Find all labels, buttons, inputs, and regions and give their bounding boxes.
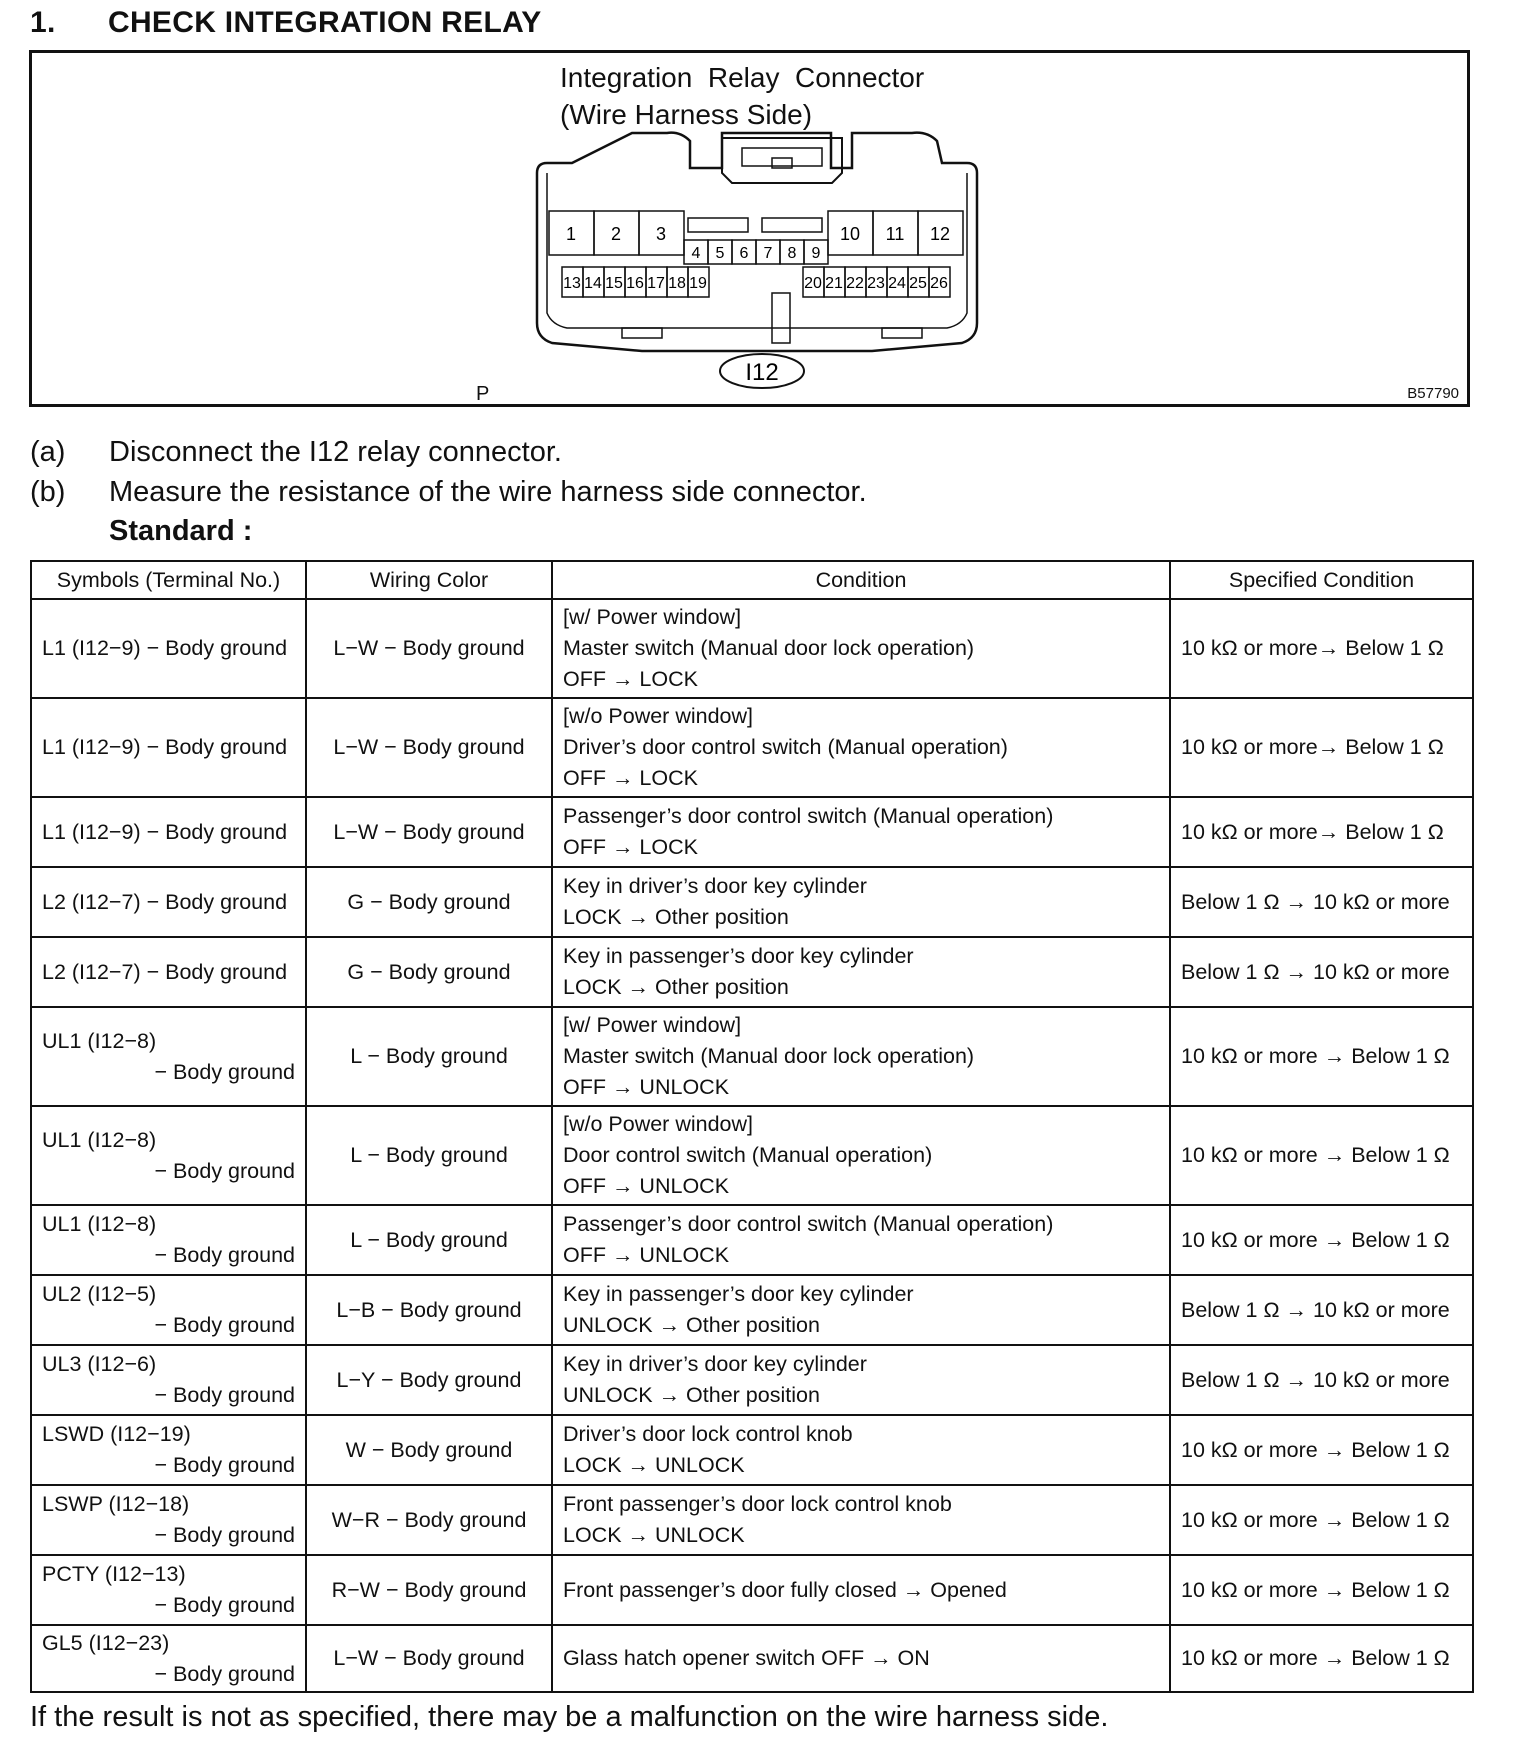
table-row [31,1555,1473,1625]
symbol-terminal: GL5 (I12−23) [42,1630,170,1655]
pin-label: 4 [691,245,701,262]
pin-label: 3 [655,224,667,244]
condition-line: OFF → LOCK [563,766,698,790]
table-header-row [31,561,1473,599]
table-row [31,1625,1473,1692]
symbol-cell [31,1007,306,1106]
section-number: 1. [30,6,56,39]
condition-line: OFF → LOCK [563,667,698,691]
spec-table [30,560,1474,1693]
specified-condition-cell: 10 kΩ or more → Below 1 Ω [1170,1106,1473,1205]
condition-line: Driver’s door lock control knob [563,1422,853,1446]
condition-line: Front passenger’s door fully closed → Opened [563,1577,1007,1602]
symbol-terminal: L1 (I12−9) − Body ground [42,636,288,660]
middle-slot-right [762,218,822,232]
symbol-cell [31,1415,306,1485]
symbol-cell [31,1275,306,1345]
condition-cell [552,1007,1170,1106]
symbol-cell [31,599,306,698]
symbol-ground: − Body ground [154,1383,295,1407]
symbol-terminal: LSWP (I12−18) [42,1492,190,1516]
pin-group-top-right [828,211,963,255]
pin-label: 22 [846,275,864,292]
symbol-cell [31,1625,306,1692]
condition-line: Master switch (Manual door lock operation) [563,1044,975,1068]
wiring-color-cell: L − Body ground [306,1106,552,1205]
specified-condition-cell: 10 kΩ or more → Below 1 Ω [1170,1205,1473,1275]
condition-line: UNLOCK → Other position [563,1383,820,1407]
symbol-ground: − Body ground [154,1243,295,1267]
pin-label: 14 [584,275,602,292]
specified-condition-cell: Below 1 Ω → 10 kΩ or more [1170,1345,1473,1415]
figure-title-line2: (Wire Harness Side) [560,99,813,130]
pin-group-bottom-right [803,267,950,297]
specified-condition-cell: 10 kΩ or more→ Below 1 Ω [1170,599,1473,698]
symbol-terminal: UL1 (I12−8) [42,1127,157,1152]
specified-condition-cell: 10 kΩ or more → Below 1 Ω [1170,1485,1473,1555]
connector-latch [722,138,842,183]
symbol-terminal: L2 (I12−7) − Body ground [42,889,288,914]
wiring-color-cell: R−W − Body ground [306,1555,552,1625]
condition-cell [552,1555,1170,1625]
symbol-ground: − Body ground [154,1313,295,1337]
pin-group-middle [684,240,828,264]
pin-label: 7 [763,245,773,262]
specified-condition-cell: Below 1 Ω → 10 kΩ or more [1170,937,1473,1007]
step-label: (a) [30,436,66,468]
symbol-terminal: PCTY (I12−13) [42,1562,186,1586]
wiring-color-cell: L − Body ground [306,1007,552,1106]
condition-line: OFF → UNLOCK [563,1075,730,1099]
specified-condition-cell: 10 kΩ or more → Below 1 Ω [1170,1007,1473,1106]
pin-label: 26 [930,275,948,292]
symbol-cell [31,698,306,797]
condition-line: OFF → UNLOCK [563,1243,730,1267]
symbol-ground: − Body ground [154,1523,295,1547]
symbol-terminal: UL1 (I12−8) [42,1212,157,1236]
condition-line: Passenger’s door control switch (Manual operation) [563,804,1054,828]
symbol-cell [31,937,306,1007]
symbol-cell [31,1205,306,1275]
specified-condition-cell: 10 kΩ or more → Below 1 Ω [1170,1555,1473,1625]
pin-label: 11 [885,224,905,244]
condition-cell [552,1485,1170,1555]
table-row [31,1345,1473,1415]
page-mark: P [476,383,490,405]
condition-line: LOCK → Other position [563,975,789,999]
condition-line: Passenger’s door control switch (Manual operation) [563,1212,1054,1236]
symbol-cell [31,1485,306,1555]
condition-line: LOCK → Other position [563,905,789,929]
condition-line: Master switch (Manual door lock operation) [563,636,975,660]
figure-title-line1: Integration Relay Connector [560,62,925,93]
condition-line: Key in passenger’s door key cylinder [563,944,914,968]
pin-label: 5 [715,245,725,262]
pin-label: 6 [739,245,749,262]
wiring-color-cell: L−B − Body ground [306,1275,552,1345]
standard-label: Standard : [109,515,253,547]
condition-cell [552,599,1170,698]
condition-cell [552,1345,1170,1415]
condition-line: Driver’s door control switch (Manual operation) [563,735,1008,759]
specified-condition-cell: 10 kΩ or more→ Below 1 Ω [1170,797,1473,867]
symbol-terminal: L1 (I12−9) − Body ground [42,819,288,844]
condition-line: UNLOCK → Other position [563,1313,820,1337]
symbol-terminal: L1 (I12−9) − Body ground [42,735,288,759]
specified-condition-cell: 10 kΩ or more → Below 1 Ω [1170,1625,1473,1692]
pin-label: 17 [647,275,665,292]
condition-cell [552,1415,1170,1485]
latch-inner [742,148,822,166]
pin-label: 18 [668,275,686,292]
connector-inner-outline [547,173,967,328]
condition-cell [552,1625,1170,1692]
specified-condition-cell: Below 1 Ω → 10 kΩ or more [1170,867,1473,937]
header-condition: Condition [552,561,1170,599]
pin-label: 16 [626,275,644,292]
middle-slot-left [688,218,748,232]
condition-line: [w/ Power window] [563,605,742,629]
step-text: Disconnect the I12 relay connector. [109,436,562,468]
pin-label: 20 [804,275,822,292]
symbol-ground: − Body ground [154,1158,295,1183]
condition-cell [552,1275,1170,1345]
pin-label: 9 [811,245,821,262]
wiring-color-cell: W−R − Body ground [306,1485,552,1555]
wiring-color-cell: L − Body ground [306,1205,552,1275]
pin-label: 15 [605,275,623,292]
pin-label: 2 [610,224,622,244]
pin-group-top-left [549,211,684,255]
condition-line: Key in driver’s door key cylinder [563,874,867,898]
footer-note: If the result is not as specified, there may be a malfunction on the wire harness side. [30,1701,1109,1733]
table-row [31,1007,1473,1106]
symbol-cell [31,797,306,867]
condition-line: [w/ Power window] [563,1013,742,1037]
symbol-terminal: UL3 (I12−6) [42,1352,157,1376]
condition-line: [w/o Power window] [563,704,753,728]
wiring-color-cell: L−Y − Body ground [306,1345,552,1415]
pin-label: 10 [839,224,861,244]
condition-line: OFF → UNLOCK [563,1174,730,1198]
table-row [31,1275,1473,1345]
bottom-notch-center [772,293,790,343]
wiring-color-cell: L−W − Body ground [306,797,552,867]
pin-label: 21 [825,275,843,292]
symbol-terminal: LSWD (I12−19) [42,1422,191,1446]
symbol-ground: − Body ground [154,1661,295,1686]
step-text: Measure the resistance of the wire harness side connector. [109,476,867,508]
table-row [31,599,1473,698]
header-wiring-color: Wiring Color [306,561,552,599]
condition-line: Key in driver’s door key cylinder [563,1352,867,1376]
symbol-terminal: UL2 (I12−5) [42,1282,157,1306]
bottom-notch-right [882,328,922,338]
header-specified-condition: Specified Condition [1170,561,1473,599]
table-row [31,1205,1473,1275]
pin-label: 13 [563,275,581,292]
table-row [31,698,1473,797]
connector-diagram [32,53,1467,404]
wiring-color-cell: G − Body ground [306,867,552,937]
specified-condition-cell: 10 kΩ or more → Below 1 Ω [1170,1415,1473,1485]
wiring-color-cell: L−W − Body ground [306,698,552,797]
condition-line: Glass hatch opener switch OFF → ON [563,1646,930,1670]
table-row [31,797,1473,867]
section-title: CHECK INTEGRATION RELAY [108,6,542,39]
header-symbols: Symbols (Terminal No.) [31,561,306,599]
symbol-cell [31,867,306,937]
symbol-terminal: L2 (I12−7) − Body ground [42,959,288,984]
pin-group-bottom-left [562,267,709,297]
symbol-ground: − Body ground [154,1059,295,1084]
table-row [31,1415,1473,1485]
symbol-ground: − Body ground [154,1453,295,1477]
bottom-notch-left [622,328,662,338]
connector-id-label: I12 [745,359,779,386]
pin-label: 8 [787,245,797,262]
wiring-color-cell: L−W − Body ground [306,1625,552,1692]
symbol-terminal: UL1 (I12−8) [42,1028,157,1053]
condition-line: Front passenger’s door lock control knob [563,1492,952,1516]
condition-line: LOCK → UNLOCK [563,1453,745,1477]
pin-label: 12 [929,224,951,244]
condition-line: OFF → LOCK [563,835,698,859]
pin-label: 1 [565,224,577,244]
table-row [31,867,1473,937]
section-heading [30,6,542,40]
symbol-cell [31,1106,306,1205]
condition-cell [552,698,1170,797]
condition-line: [w/o Power window] [563,1112,753,1136]
pin-label: 19 [689,275,707,292]
table-row [31,1485,1473,1555]
condition-cell [552,937,1170,1007]
condition-line: LOCK → UNLOCK [563,1523,745,1547]
wiring-color-cell: G − Body ground [306,937,552,1007]
symbol-ground: − Body ground [154,1593,295,1617]
specified-condition-cell: 10 kΩ or more→ Below 1 Ω [1170,698,1473,797]
step-b [30,476,867,509]
condition-line: Door control switch (Manual operation) [563,1143,933,1167]
condition-cell [552,797,1170,867]
condition-line: Key in passenger’s door key cylinder [563,1282,914,1306]
condition-cell [552,867,1170,937]
pin-label: 25 [909,275,927,292]
pin-label: 23 [867,275,885,292]
figure-code: B57790 [1407,385,1459,402]
connector-figure [29,50,1470,407]
wiring-color-cell: L−W − Body ground [306,599,552,698]
pin-label: 24 [888,275,906,292]
step-a [30,436,562,469]
step-label: (b) [30,476,66,508]
symbol-cell [31,1555,306,1625]
condition-cell [552,1205,1170,1275]
table-row [31,1106,1473,1205]
condition-cell [552,1106,1170,1205]
specified-condition-cell: Below 1 Ω → 10 kΩ or more [1170,1275,1473,1345]
wiring-color-cell: W − Body ground [306,1415,552,1485]
table-row [31,937,1473,1007]
symbol-cell [31,1345,306,1415]
